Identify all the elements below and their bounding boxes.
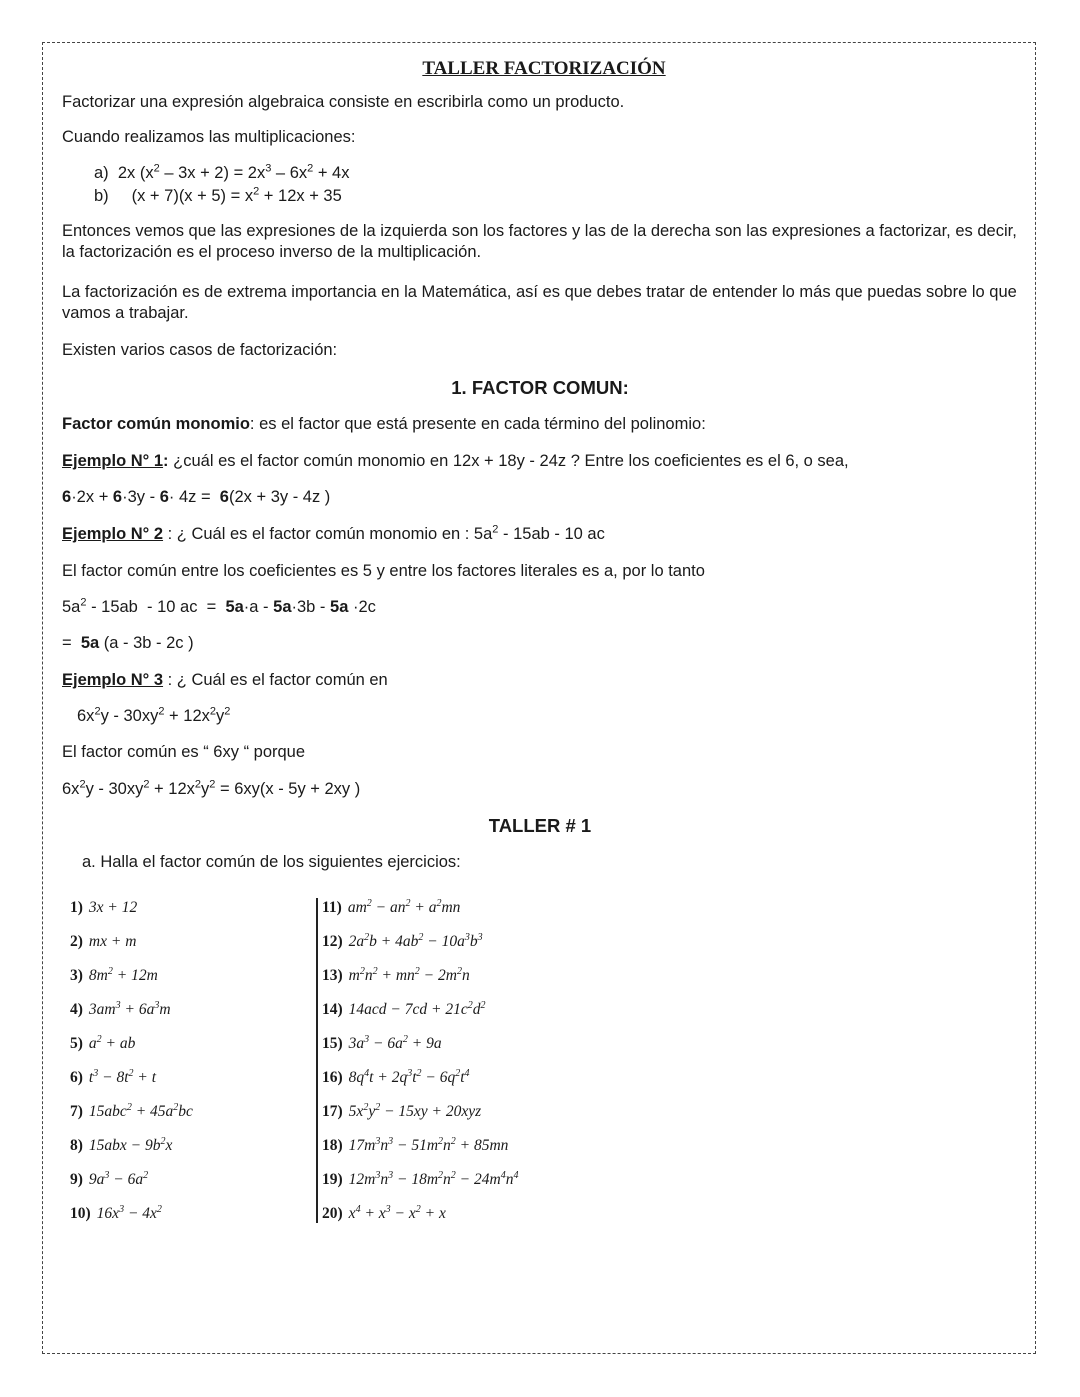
cuando-text: Cuando realizamos las multiplicaciones: — [62, 128, 356, 146]
ejemplo-3-explanation: El factor común es “ 6xy “ porque — [62, 743, 306, 761]
section-factor-comun: 1. FACTOR COMUN: — [451, 377, 629, 398]
exercise-5: 5) $a^2$ + ab — [70, 1033, 136, 1052]
fcm-label: Factor común monomio — [62, 415, 250, 433]
exercise-19: 19) $12m^3n^3 - 18m^2n^2 - 24m^4n^4$ — [322, 1169, 519, 1188]
exercise-15: 15) $3a^3 - 6a^2 + 9a$ — [322, 1033, 442, 1052]
exercise-13: 13) $m^2n^2 + mn^2 - 2m^2n$ — [322, 965, 470, 984]
exercise-20: 20) $x^4 + x^3 - x^2 + x$ — [322, 1203, 446, 1222]
exercise-7: 7) $15abc^2 + 45a^2bc$ — [70, 1101, 193, 1120]
exercise-18: 18) $17m^3n^3 - 51m^2n^2 + 85mn$ — [322, 1135, 509, 1154]
ejemplo-3: Ejemplo N° 3 : ¿ Cuál es el factor común en — [62, 671, 388, 689]
exercise-4: 4) $3am^3 + 6a^3m$ — [70, 999, 171, 1018]
exercise-16: 16) $8q^4t + 2q^3t^2 - 6q^2t^4$ — [322, 1067, 470, 1086]
ejemplo-2-explanation: El factor común entre los coeficientes es 5 y entre los factores literales es a, por lo tanto — [62, 562, 705, 580]
document-title: TALLER FACTORIZACIÓN — [422, 58, 666, 79]
importancia-text: La factorización es de extrema importancia en la Matemática, así es que debes tratar de entender lo más que puedas sobre lo que vamos a trabajar. — [62, 283, 1017, 322]
intro-text: Factorizar una expresión algebraica consiste en escribirla como un producto. — [62, 93, 625, 111]
exercise-6: 6) $t^3 - 8t^2 + t$ — [70, 1067, 157, 1086]
exercise-9: 9) $9a^3 - 6a^2$ — [70, 1169, 149, 1188]
column-divider — [316, 898, 318, 1223]
exercise-10: 10) $16x^3 - 4x^2$ — [70, 1203, 162, 1222]
exercise-8: 8) $15abx - 9b^2x$ — [70, 1135, 173, 1154]
mult-b-label: b) — [94, 187, 109, 205]
ejemplo-2-step1: $5a^2 - 15ab - 10$ ac = 5a·a - 5a·3b - 5a ·2c — [62, 596, 376, 616]
exercise-2: 2) mx + m — [70, 933, 137, 950]
exercise-11: 11) $am^2 - an^2 + a^2mn$ — [322, 897, 461, 916]
exercise-3: 3) $8m^2 + 12m$ — [70, 965, 158, 984]
exercise-12: 12) $2a^2b + 4ab^2 - 10a^3b^3$ — [322, 931, 483, 950]
ejemplo-1-solution: 6·2x + 6·3y - 6· 4z = 6(2x + 3y - 4z ) — [62, 488, 331, 506]
mult-b: b) $(x + 7)(x + 5) = x^2 + 12x + 35$ — [94, 185, 342, 205]
ejemplo-1-label: Ejemplo N° 1 — [62, 452, 164, 470]
mult-a-label: a) — [94, 164, 109, 182]
ejemplo-2-step2: = 5a (a - 3b - 2c ) — [62, 634, 194, 652]
ejemplo-3-solution: $6x^2y - 30xy^2 + 12x^2y^2 = 6xy(x - 5y + 2xy$ ) — [62, 778, 361, 798]
ejemplo-2: Ejemplo N° 2 : ¿ Cuál es el factor común monomio en : $5a^2 - 15ab - 10$ ac — [62, 523, 605, 543]
mult-a: a) 2x $(x^2 - 3x + 2) = 2x^3 - 6x^2 + 4x$ — [94, 162, 350, 182]
ejemplo-1: Ejemplo N° 1: ¿cuál es el factor común monomio en 12x + 18y - 24z ? Entre los coeficientes es el 6, o sea, — [62, 452, 849, 470]
exercise-1: 1) 3x + 12 — [70, 899, 138, 916]
fcm-paragraph: Factor común monomio: es el factor que está presente en cada término del polinomio: — [62, 415, 706, 433]
taller-instruction: a. Halla el factor común de los siguientes ejercicios: — [82, 853, 461, 871]
taller-heading: TALLER # 1 — [488, 815, 592, 836]
existen-text: Existen varios casos de factorización: — [62, 341, 338, 359]
exercise-14: 14) $14acd - 7cd + 21c^2d^2$ — [322, 999, 486, 1018]
ejemplo-3-label: Ejemplo N° 3 — [62, 671, 164, 689]
ejemplo-2-label: Ejemplo N° 2 — [62, 525, 164, 543]
ejemplo-3-expression: $6x^2y - 30xy^2 + 12x^2y^2$ — [77, 705, 231, 725]
entonces-text: Entonces vemos que las expresiones de la izquierda son los factores y las de la derecha son las expresiones a factorizar, es decir, la factorización es el proceso inverso de la multiplicación. — [62, 222, 1017, 261]
exercise-17: 17) $5x^2y^2 - 15xy + 20xyz$ — [322, 1101, 482, 1120]
